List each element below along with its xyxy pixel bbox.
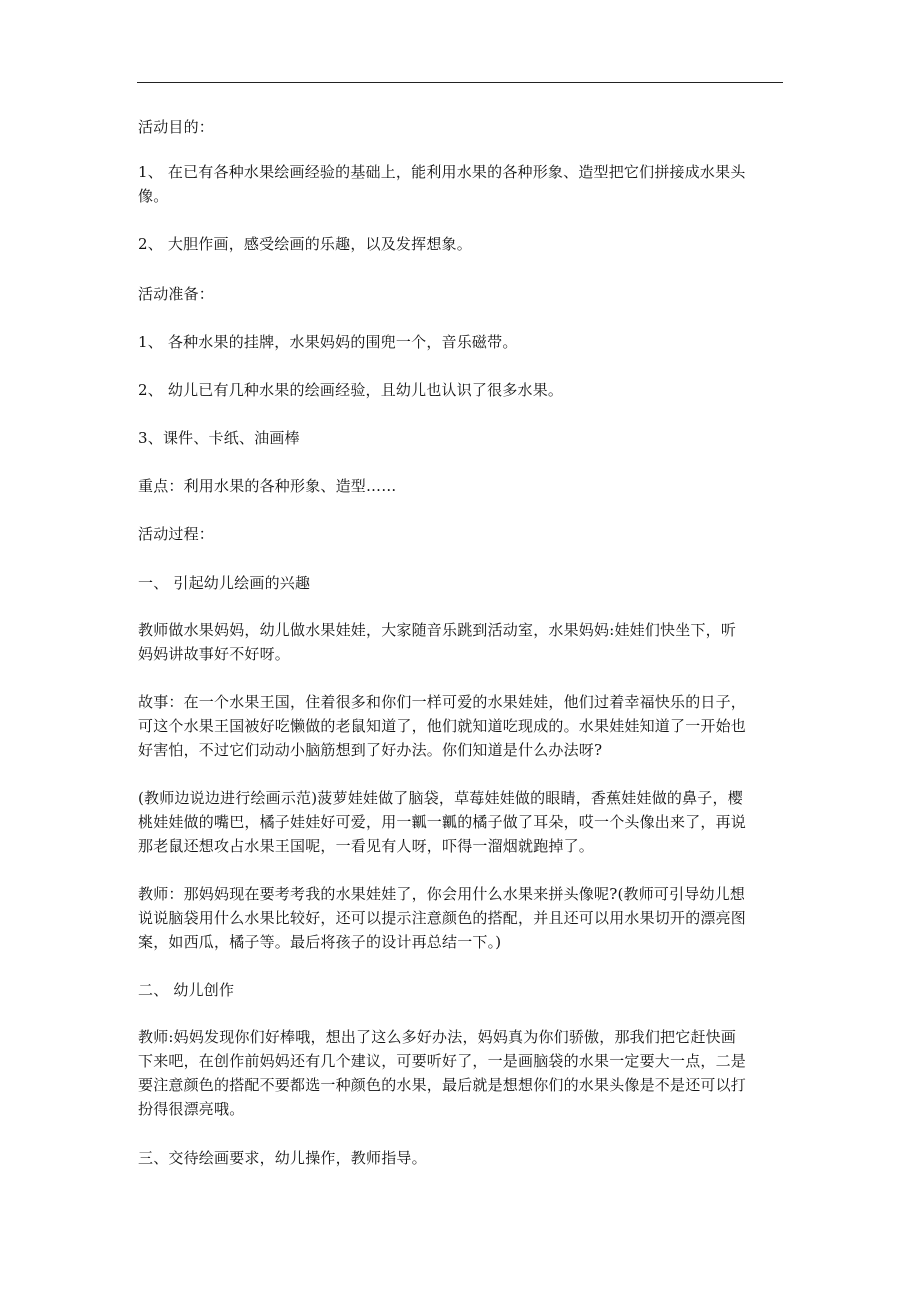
text-line: 二、 幼儿创作 bbox=[138, 981, 235, 999]
paragraph bbox=[138, 1025, 786, 1121]
header-rule bbox=[137, 82, 783, 83]
paragraph bbox=[138, 571, 786, 595]
text-line: 1、 各种水果的挂牌，水果妈妈的围兜一个，音乐磁带。 bbox=[138, 333, 518, 351]
text-line: 一、 引起幼儿绘画的兴趣 bbox=[138, 574, 311, 592]
text-line: 桃娃娃做的嘴巴，橘子娃娃好可爱，用一瓤一瓤的橘子做了耳朵，哎一个头像出来了，再说 bbox=[138, 813, 747, 831]
text-line: 下来吧，在创作前妈妈还有几个建议，可要听好了，一是画脑袋的水果一定要大一点，二是 bbox=[138, 1052, 747, 1070]
text-line: 那老鼠还想攻占水果王国呢，一看见有人呀，吓得一溜烟就跑掉了。 bbox=[138, 837, 595, 855]
text-line: 教师做水果妈妈，幼儿做水果娃娃，大家随音乐跳到活动室，水果妈妈:娃娃们快坐下，听 bbox=[138, 621, 737, 639]
paragraph bbox=[138, 882, 786, 954]
paragraph bbox=[138, 690, 786, 762]
text-line: 三、交待绘画要求，幼儿操作，教师指导。 bbox=[138, 1149, 427, 1167]
text-line: 可这个水果王国被好吃懒做的老鼠知道了，他们就知道吃现成的。水果娃娃知道了一开始也 bbox=[138, 717, 747, 735]
text-line: 教师：那妈妈现在要考考我的水果娃娃了，你会用什么水果来拼头像呢?(教师可引导幼儿想 bbox=[138, 885, 746, 903]
text-line: 妈妈讲故事好不好呀。 bbox=[138, 645, 291, 663]
text-line: 3、课件、卡纸、油画棒 bbox=[138, 429, 300, 447]
text-line: 像。 bbox=[138, 187, 169, 205]
paragraph bbox=[138, 330, 786, 354]
text-line: 要注意颜色的搭配不要都选一种颜色的水果，最后就是想想你们的水果头像是不是还可以打 bbox=[138, 1076, 747, 1094]
text-line: (教师边说边进行绘画示范)菠萝娃娃做了脑袋，草莓娃娃做的眼睛，香蕉娃娃做的鼻子，樱 bbox=[138, 789, 743, 807]
text-line: 教师:妈妈发现你们好棒哦，想出了这么多好办法，妈妈真为你们骄傲，那我们把它赶快画 bbox=[138, 1028, 737, 1046]
text-line: 活动准备： bbox=[138, 285, 215, 303]
text-line: 活动目的： bbox=[138, 118, 215, 136]
text-line: 1、 在已有各种水果绘画经验的基础上，能利用水果的各种形象、造型把它们拼接成水果头 bbox=[138, 163, 746, 181]
paragraph bbox=[138, 522, 786, 546]
text-line: 好害怕，不过它们动动小脑筋想到了好办法。你们知道是什么办法呀? bbox=[138, 741, 603, 759]
paragraph bbox=[138, 426, 786, 450]
paragraph bbox=[138, 232, 786, 256]
text-line: 说说脑袋用什么水果比较好，还可以提示注意颜色的搭配，并且还可以用水果切开的漂亮图 bbox=[138, 909, 747, 927]
paragraph bbox=[138, 618, 786, 666]
paragraph bbox=[138, 474, 786, 498]
text-line: 重点：利用水果的各种形象、造型…… bbox=[138, 477, 397, 495]
text-line: 故事：在一个水果王国，住着很多和你们一样可爱的水果娃娃，他们过着幸福快乐的日子， bbox=[138, 693, 747, 711]
text-line: 2、 大胆作画，感受绘画的乐趣，以及发挥想象。 bbox=[138, 235, 472, 253]
paragraph bbox=[138, 282, 786, 306]
paragraph bbox=[138, 115, 786, 139]
text-line: 2、 幼儿已有几种水果的绘画经验，且幼儿也认识了很多水果。 bbox=[138, 381, 564, 399]
paragraph bbox=[138, 378, 786, 402]
paragraph bbox=[138, 1146, 786, 1170]
text-line: 案，如西瓜，橘子等。最后将孩子的设计再总结一下。) bbox=[138, 933, 502, 951]
text-line: 扮得很漂亮哦。 bbox=[138, 1100, 245, 1118]
paragraph bbox=[138, 160, 786, 208]
paragraph bbox=[138, 978, 786, 1002]
text-line: 活动过程： bbox=[138, 525, 215, 543]
paragraph bbox=[138, 786, 786, 858]
